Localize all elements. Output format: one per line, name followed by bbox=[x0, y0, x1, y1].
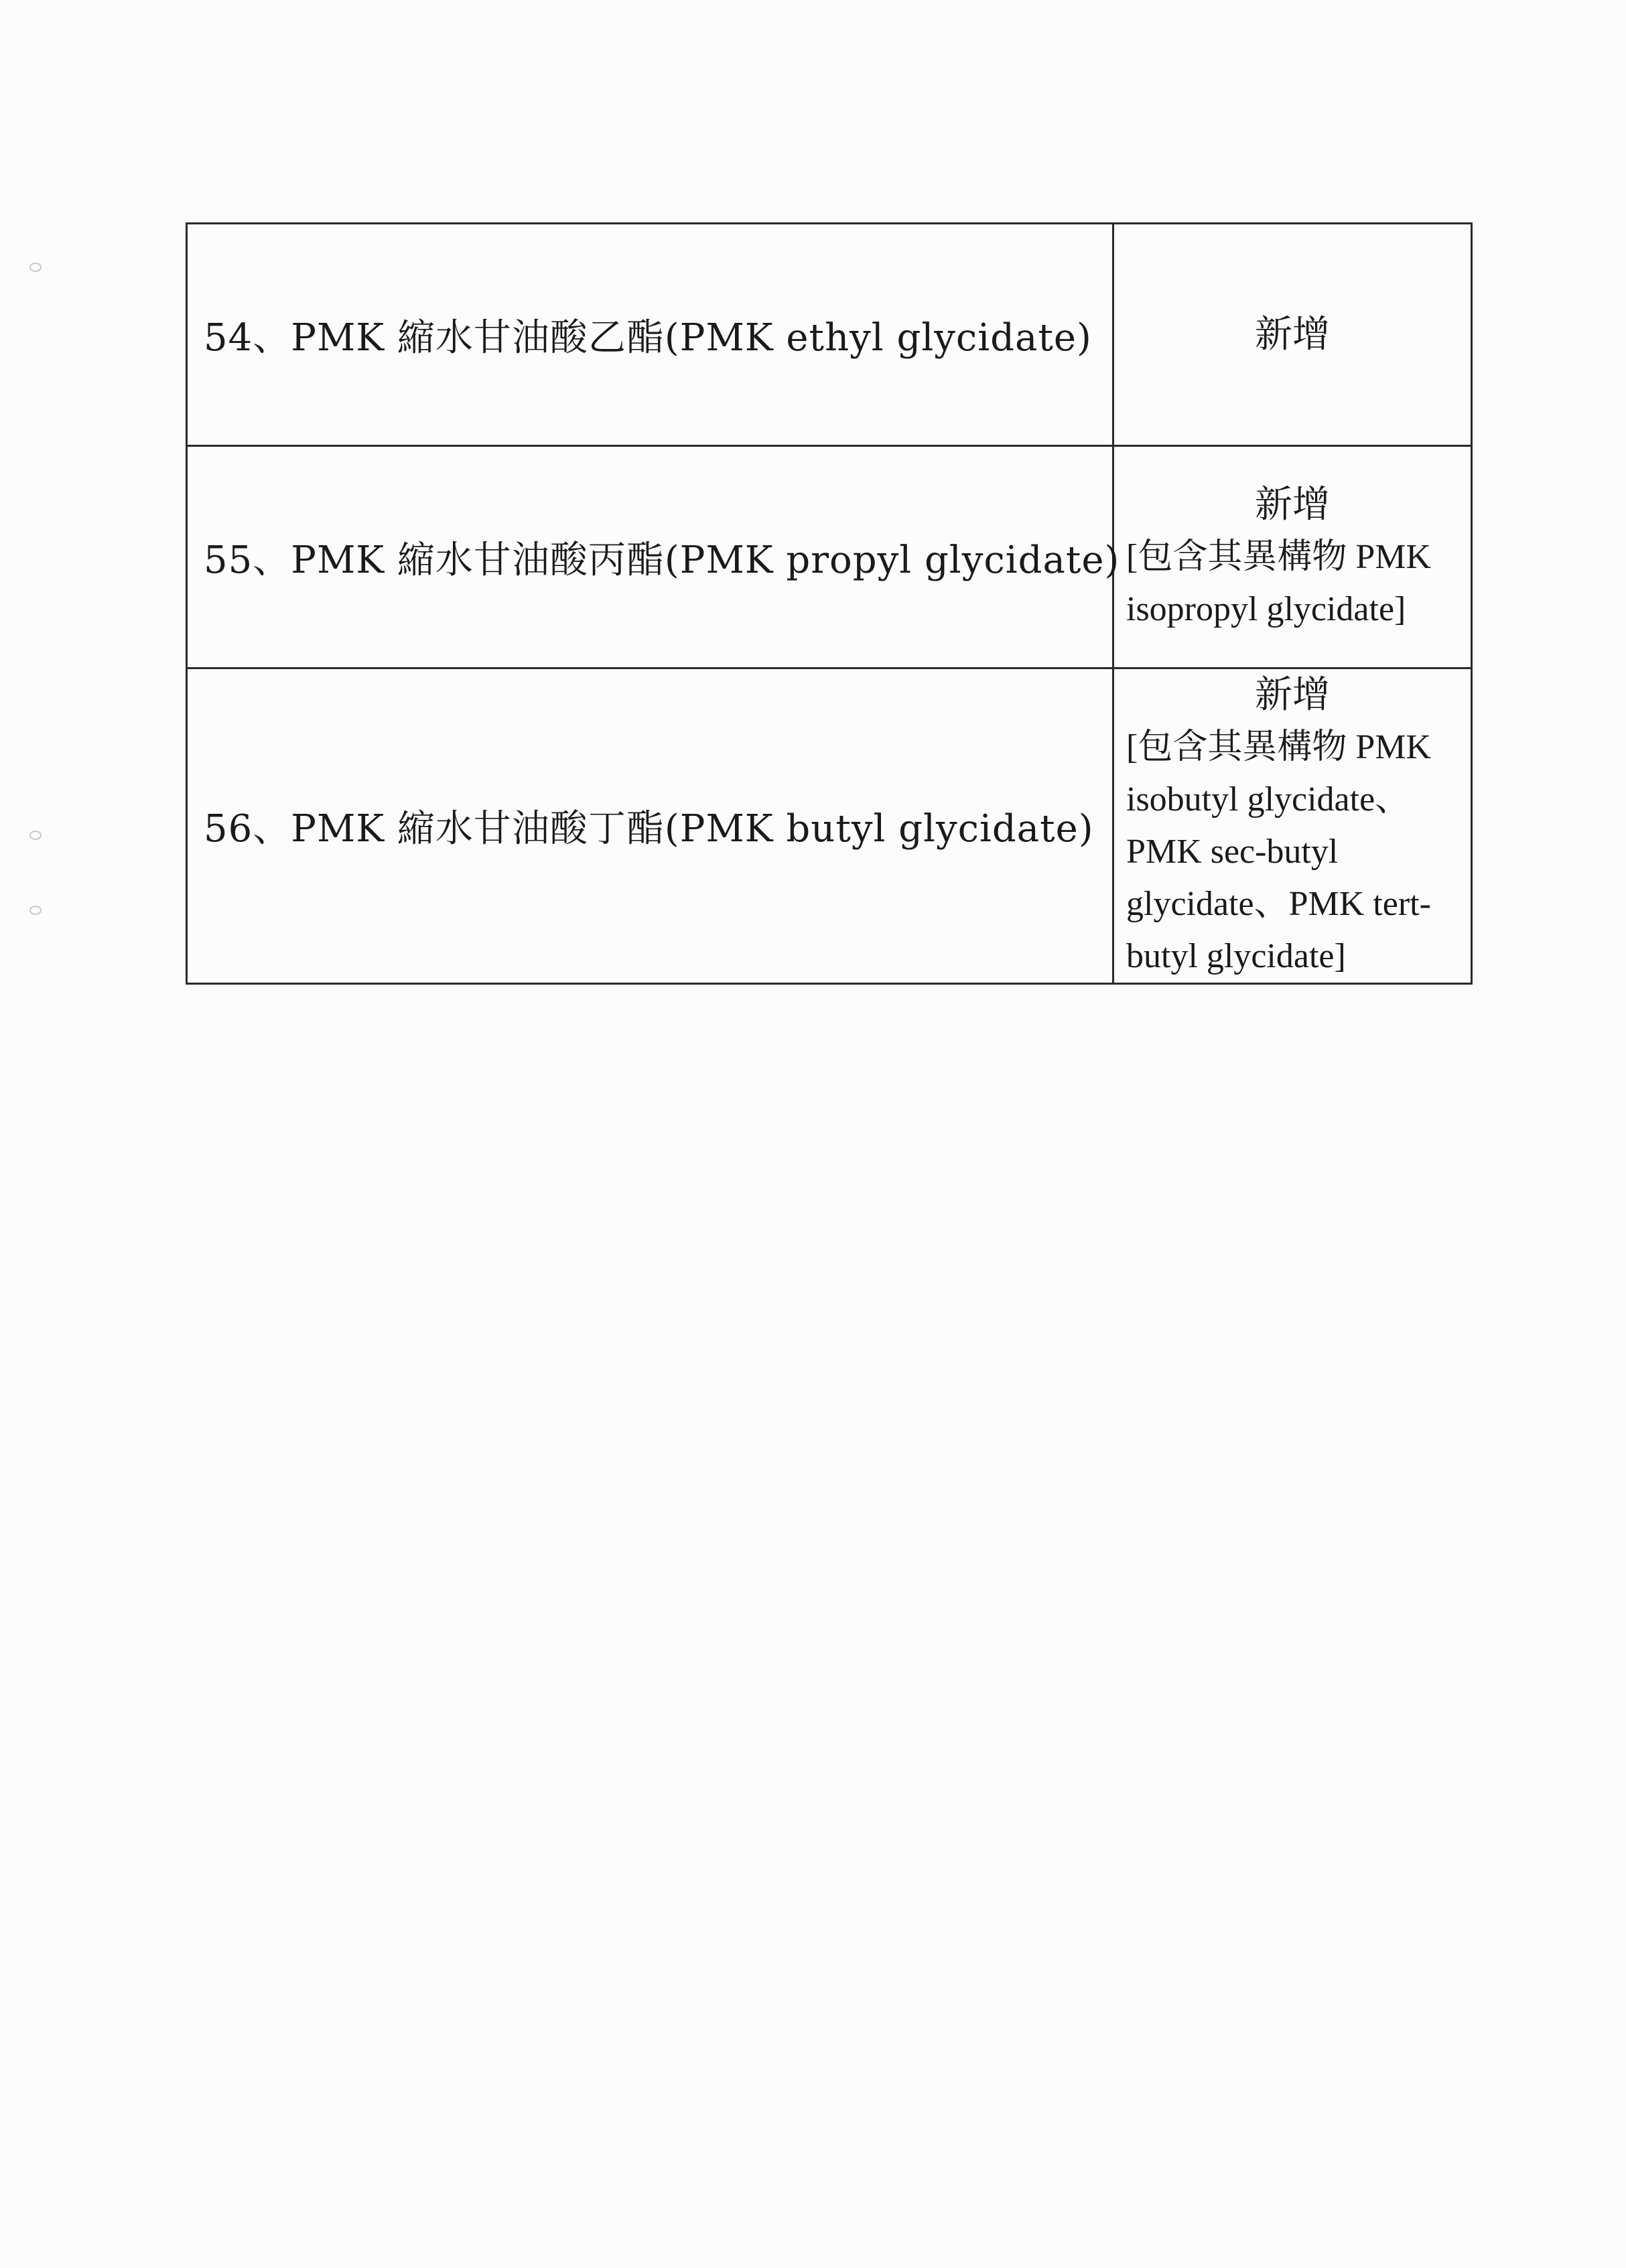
scan-speck bbox=[29, 263, 42, 272]
status-label: 新增 bbox=[1255, 482, 1330, 526]
scan-speck bbox=[29, 906, 42, 915]
substance-name: 54、PMK 縮水甘油酸乙酯(PMK ethyl glycidate) bbox=[187, 224, 1113, 446]
note-cell bbox=[1113, 668, 1472, 984]
scan-speck bbox=[29, 831, 42, 840]
substance-name: 56、PMK 縮水甘油酸丁酯(PMK butyl glycidate) bbox=[187, 668, 1113, 984]
table-row bbox=[187, 668, 1472, 984]
note-cell bbox=[1113, 224, 1472, 446]
note-cell bbox=[1113, 446, 1472, 668]
status-label: 新增 bbox=[1255, 673, 1330, 717]
isomer-note: [包含其異構物 PMK isopropyl glycidate] bbox=[1126, 537, 1432, 628]
substance-name: 55、PMK 縮水甘油酸丙酯(PMK propyl glycidate) bbox=[187, 446, 1113, 668]
table-row bbox=[187, 446, 1472, 668]
status-label: 新增 bbox=[1255, 312, 1330, 356]
substance-table bbox=[186, 222, 1473, 985]
table-row bbox=[187, 224, 1472, 446]
isomer-note: [包含其異構物 PMK isobutyl glycidate、PMK sec-butyl glycidate、PMK tert-butyl glycidate] bbox=[1126, 728, 1432, 975]
